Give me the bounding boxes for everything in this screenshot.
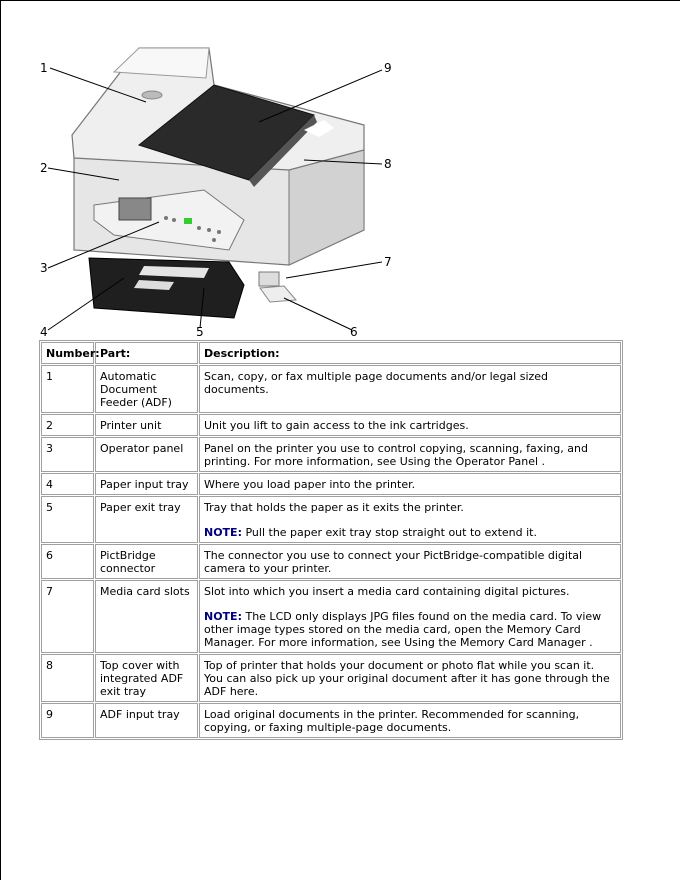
callout-6: 6 [350, 325, 358, 339]
table-row [41, 496, 621, 543]
printer-illustration [34, 40, 414, 340]
note-text: The LCD only displays JPG files found on the media card. To view other image types stored on the media card, open the Memory Card Manager. For more information, see Using the Memory Card Manager . [204, 610, 602, 649]
row-description-cell [199, 580, 621, 653]
row-part: ADF input tray [95, 703, 198, 738]
row-part: Media card slots [95, 580, 198, 653]
callout-3: 3 [40, 261, 48, 275]
row-description: Tray that holds the paper as it exits the printer. [204, 501, 464, 514]
row-number: 1 [41, 365, 94, 413]
table-row [41, 414, 621, 436]
row-number: 8 [41, 654, 94, 702]
callout-7: 7 [384, 255, 392, 269]
row-part: Operator panel [95, 437, 198, 472]
note-text: Pull the paper exit tray stop straight out to extend it. [241, 526, 537, 539]
row-number: 3 [41, 437, 94, 472]
table-row [41, 437, 621, 472]
row-part: Paper exit tray [95, 496, 198, 543]
row-description: Scan, copy, or fax multiple page documents and/or legal sized documents. [199, 365, 621, 413]
table-row [41, 654, 621, 702]
callout-9: 9 [384, 61, 392, 75]
table-row [41, 365, 621, 413]
row-part: Automatic Document Feeder (ADF) [95, 365, 198, 413]
row-part: Top cover with integrated ADF exit tray [95, 654, 198, 702]
page-border-left [0, 0, 1, 880]
printer-figure [34, 40, 414, 340]
row-number: 9 [41, 703, 94, 738]
row-description: Panel on the printer you use to control copying, scanning, faxing, and printing. For more information, see Using the Operator Panel . [199, 437, 621, 472]
row-number: 4 [41, 473, 94, 495]
table-row [41, 580, 621, 653]
header-part: Part: [95, 342, 198, 364]
table-row [41, 473, 621, 495]
row-part: Printer unit [95, 414, 198, 436]
callout-2: 2 [40, 161, 48, 175]
callout-5: 5 [196, 325, 204, 339]
row-number: 6 [41, 544, 94, 579]
page-border-top [0, 0, 680, 1]
callout-4: 4 [40, 325, 48, 339]
note-label: NOTE: [204, 610, 242, 623]
note [204, 610, 616, 649]
row-number: 5 [41, 496, 94, 543]
row-description: Unit you lift to gain access to the ink cartridges. [199, 414, 621, 436]
table-row [41, 703, 621, 738]
parts-table [39, 340, 623, 740]
row-description: Top of printer that holds your document or photo flat while you scan it. You can also pick up your original document after it has gone through the ADF here. [199, 654, 621, 702]
table-row [41, 544, 621, 579]
note-label: NOTE: [204, 526, 242, 539]
table-header-row [41, 342, 621, 364]
header-description: Description: [199, 342, 621, 364]
callout-8: 8 [384, 157, 392, 171]
callout-1: 1 [40, 61, 48, 75]
row-part: Paper input tray [95, 473, 198, 495]
row-number: 2 [41, 414, 94, 436]
row-description: Slot into which you insert a media card containing digital pictures. [204, 585, 570, 598]
row-number: 7 [41, 580, 94, 653]
row-description: Load original documents in the printer. Recommended for scanning, copying, or faxing multiple-page documents. [199, 703, 621, 738]
row-part: PictBridge connector [95, 544, 198, 579]
row-description-cell [199, 496, 621, 543]
row-description: Where you load paper into the printer. [199, 473, 621, 495]
header-number: Number: [41, 342, 94, 364]
row-description: The connector you use to connect your PictBridge-compatible digital camera to your printer. [199, 544, 621, 579]
note [204, 526, 616, 539]
